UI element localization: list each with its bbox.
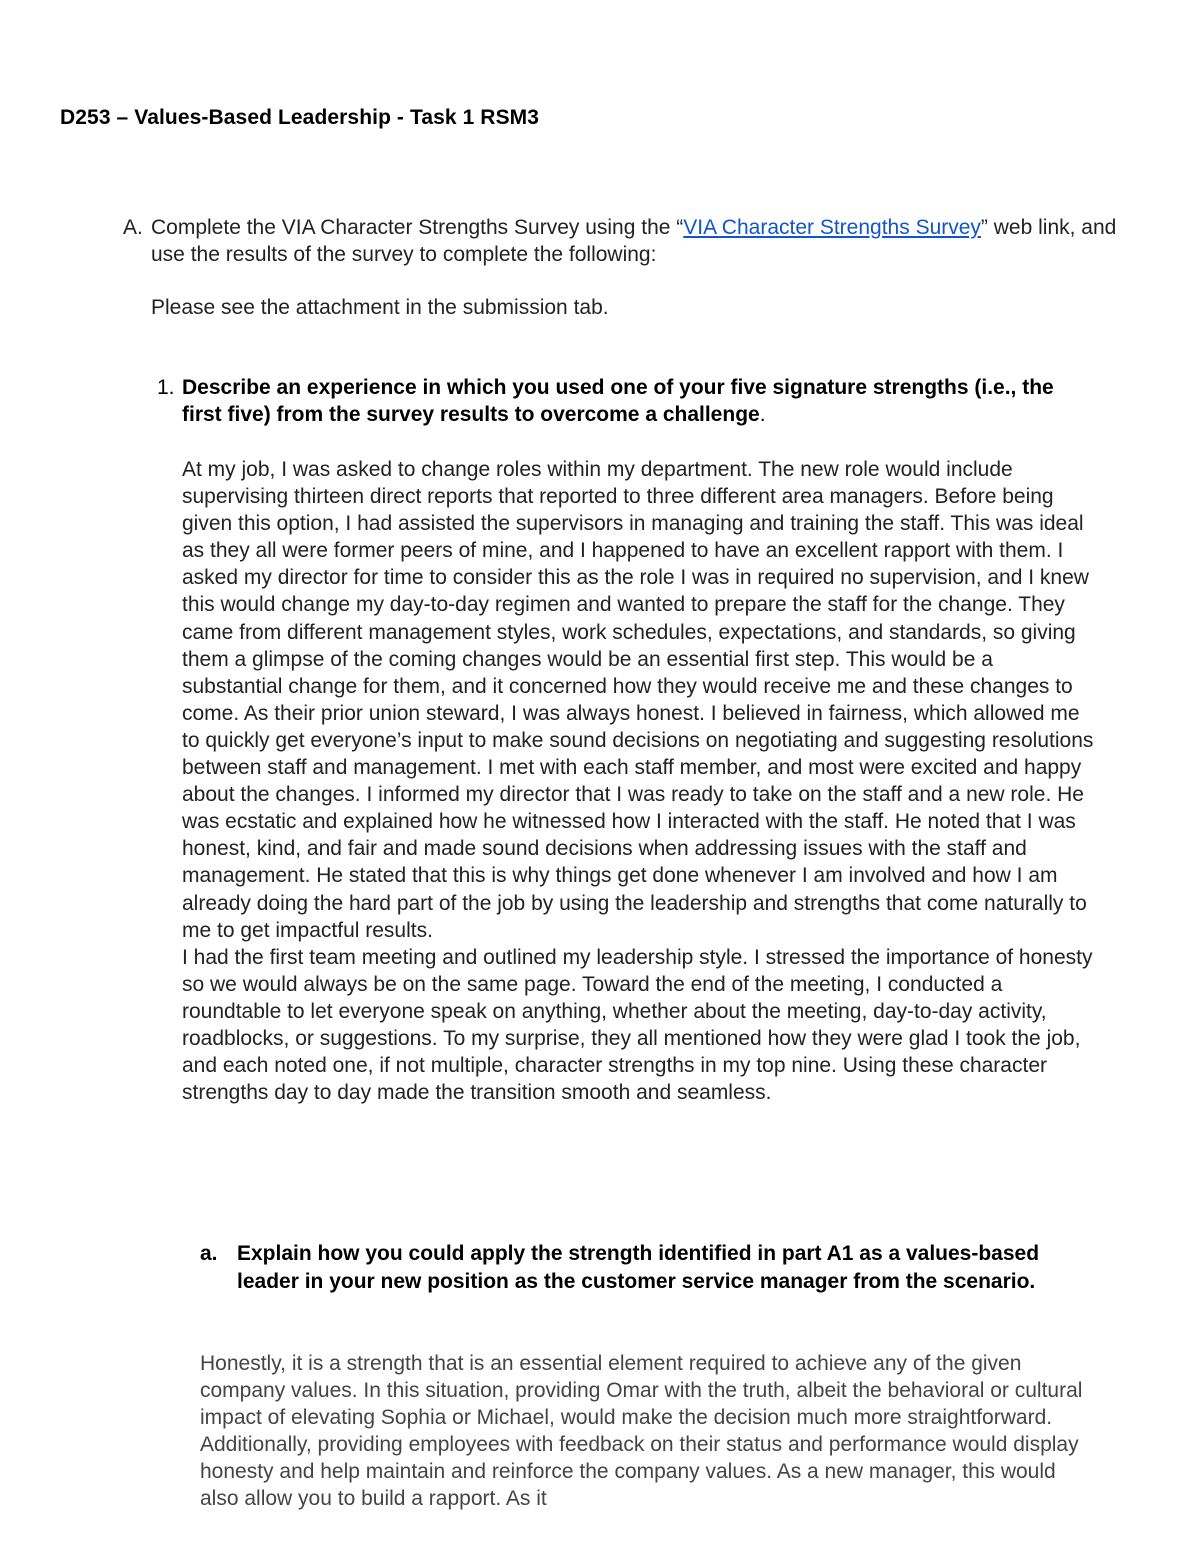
section-a-marker: A. [123, 216, 143, 239]
section-a-note: Please see the attachment in the submission tab. [151, 296, 609, 319]
answer-1 [182, 456, 1097, 1106]
via-survey-link[interactable]: VIA Character Strengths Survey [683, 216, 981, 239]
document-title: D253 – Values-Based Leadership - Task 1 RSM3 [60, 106, 540, 129]
question-a-prompt: Explain how you could apply the strength identified in part A1 as a values-based leader in your new position as the customer service manager from the scenario. [237, 1242, 1040, 1293]
question-1-marker: 1. [157, 376, 175, 399]
section-a-text-after: ” web link, and use the results of the survey to complete the following: [151, 216, 1117, 266]
answer-1-paragraph-1: At my job, I was asked to change roles within my department. The new role would include supervising thirteen direct reports that reported to three different area managers. Before being given this option, I had assisted the supervisors in managing and training the staff. This was ideal as they all were former peers of mine, and I happened to have an excellent rapport with them. I asked my director for time to consider this as the role I was in required no supervision, and I knew this would change my day-to-day regimen and wanted to prepare the staff for the change. They came from different management styles, work schedules, expectations, and standards, so giving them a glimpse of the coming changes would be an essential first step. This would be a substantial change for them, and it concerned how they would receive me and these changes to come. As their prior union steward, I was always honest. I believed in fairness, which allowed me to quickly get everyone’s input to make sound decisions on negotiating and suggesting resolutions between staff and management. I met with each staff member, and most were excited and happy about the changes. I informed my director that I was ready to take on the staff and a new role. He was ecstatic and explained how he witnessed how I interacted with the staff. He noted that I was honest, kind, and fair and made sound decisions when addressing issues with the staff and management. He stated that this is why things get done whenever I am involved and how I am already doing the hard part of the job by using the leadership and strengths that come naturally to me to get impactful results. [182, 458, 1094, 942]
section-a-text-before: Complete the VIA Character Strengths Survey using the “ [151, 216, 684, 239]
answer-a: Honestly, it is a strength that is an essential element required to achieve any of the given company values. In this situation, providing Omar with the truth, albeit the behavioral or cultural impact of elevating Sophia or Michael, would make the decision much more straightforward. Additionally, providing employees with feedback on their status and performance would display honesty and help maintain and reinforce the company values. As a new manager, this would also allow you to build a rapport. As it [200, 1352, 1083, 1510]
section-a-instructions [151, 214, 1123, 268]
answer-1-paragraph-2: I had the first team meeting and outlined my leadership style. I stressed the importance of honesty so we would always be on the same page. Toward the end of the meeting, I conducted a roundtable to let everyone speak on anything, whether about the meeting, day-to-day activity, roadblocks, or suggestions. To my surprise, they all mentioned how they were glad I took the job, and each noted one, if not multiple, character strengths in my top nine. Using these character strengths day to day made the transition smooth and seamless. [182, 945, 1093, 1105]
question-a [200, 1240, 1100, 1295]
question-1-trailing: . [759, 403, 766, 426]
question-1-prompt [182, 374, 1097, 428]
section-a [123, 214, 1123, 321]
question-1-text: Describe an experience in which you used one of your five signature strengths (i.e., the first five) from the survey results to overcome a challenge [182, 376, 1054, 426]
question-a-marker: a. [200, 1242, 218, 1265]
question-1 [157, 374, 1097, 428]
